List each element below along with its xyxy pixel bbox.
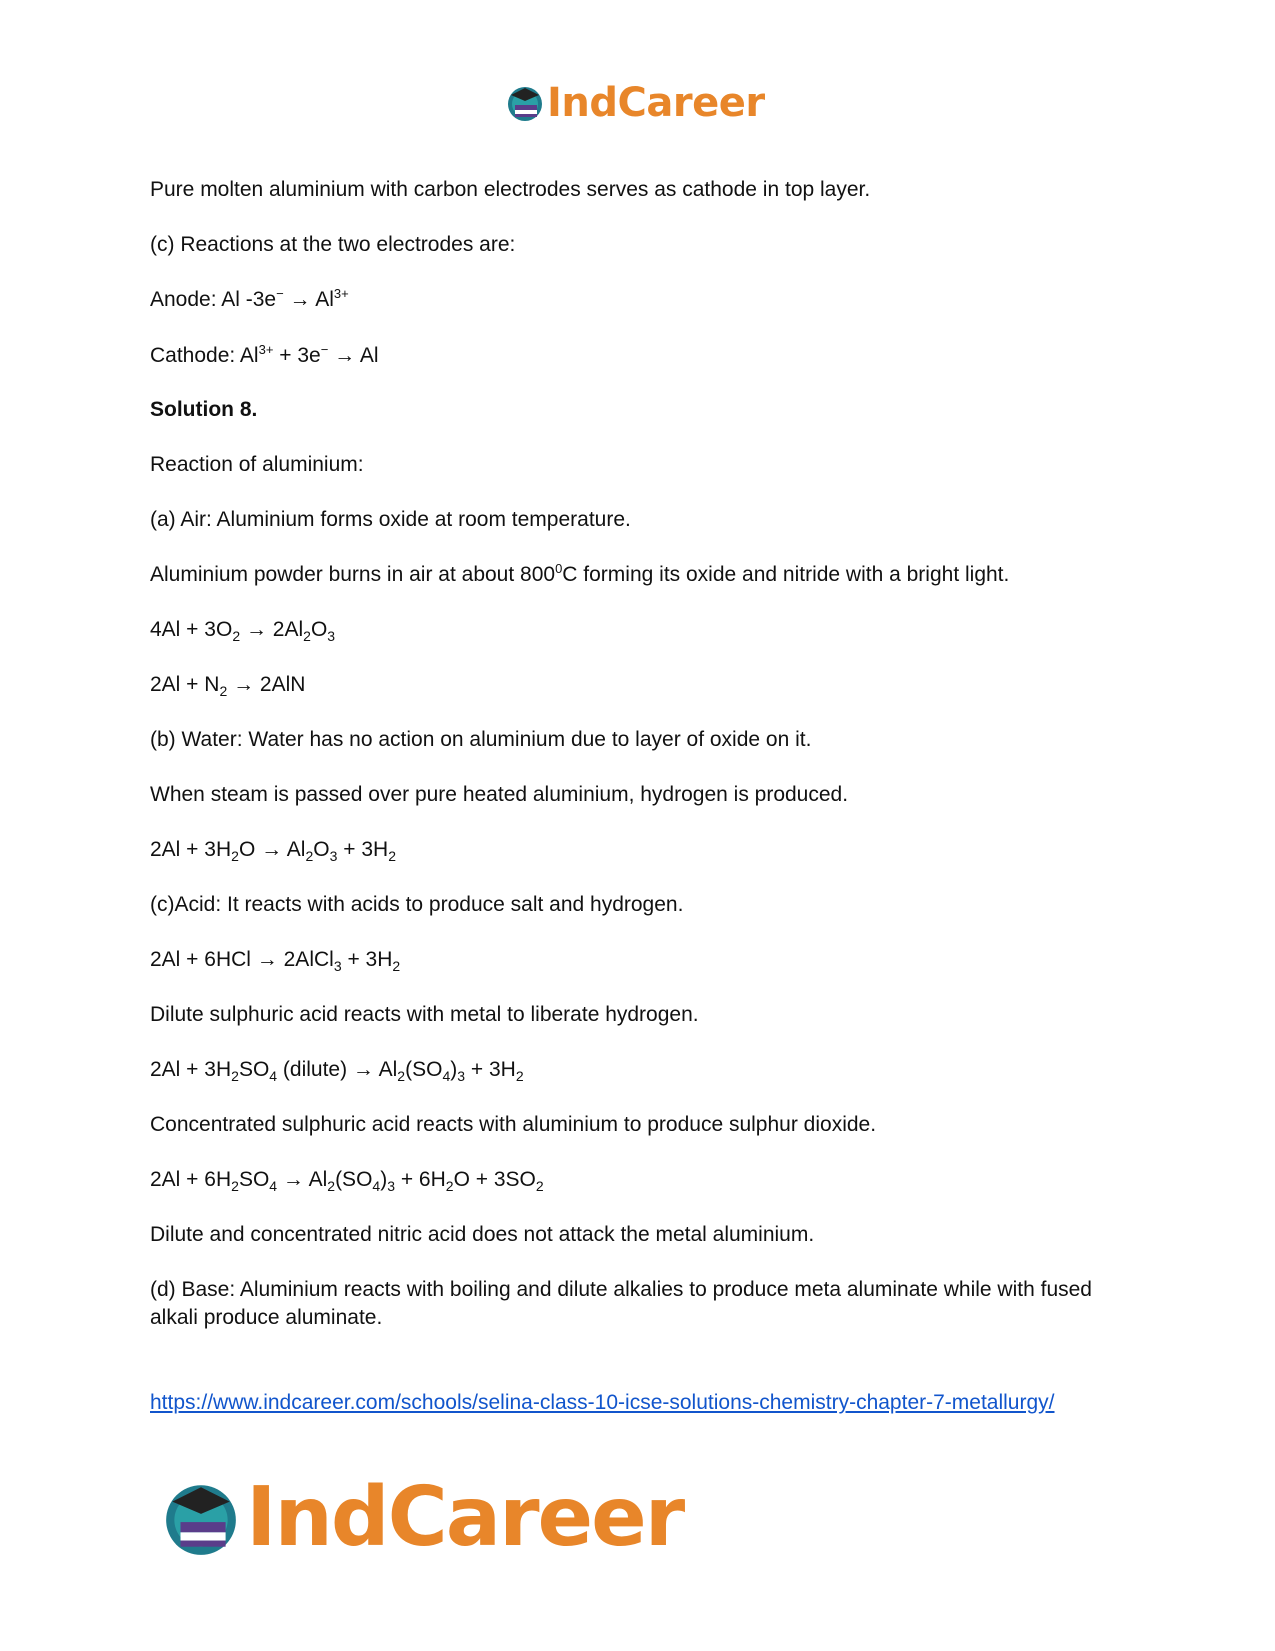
- text-line: [150, 451, 1125, 479]
- text-segment: Dilute sulphuric acid reacts with metal to liberate hydrogen.: [150, 1003, 699, 1026]
- text-segment: 2Al + N: [150, 673, 220, 696]
- footer-logo: [160, 1470, 683, 1565]
- text-segment: Dilute and concentrated nitric acid does not attack the metal aluminium.: [150, 1223, 815, 1246]
- text-segment: ): [380, 1168, 388, 1191]
- text-segment: (d) Base: Aluminium reacts with boiling and dilute alkalies to produce meta aluminate while with fused alkali produce aluminate.: [150, 1278, 1092, 1329]
- text-segment: + 3H: [341, 948, 393, 971]
- text-line: [150, 1221, 1125, 1249]
- subscript: 4: [372, 1178, 381, 1194]
- text-segment: Solution 8.: [150, 398, 258, 421]
- text-segment: + 6H: [395, 1168, 446, 1191]
- subscript: 3: [387, 1178, 395, 1194]
- text-line: [150, 836, 1125, 864]
- brand-wordmark: IndCareer: [547, 80, 765, 126]
- subscript: 2: [515, 1068, 524, 1084]
- subscript: 2: [303, 628, 311, 644]
- text-line: [150, 946, 1125, 974]
- text-segment: Anode: Al -3e: [150, 288, 277, 311]
- text-segment: → 2AlN: [227, 673, 306, 696]
- text-segment: 2Al + 3H: [150, 1058, 232, 1081]
- section-heading: [150, 396, 1125, 424]
- text-line: [150, 1056, 1125, 1084]
- text-line: [150, 176, 1125, 204]
- subscript: 2: [445, 1178, 454, 1194]
- text-segment: → Al: [283, 288, 334, 311]
- text-segment: SO: [238, 1168, 270, 1191]
- text-segment: SO: [238, 1058, 270, 1081]
- subscript: 2: [327, 1178, 336, 1194]
- subscript: 3: [333, 958, 342, 974]
- text-line: [150, 506, 1125, 534]
- text-line: [150, 561, 1125, 589]
- subscript: 2: [388, 848, 396, 864]
- subscript: 2: [219, 683, 228, 699]
- superscript: 0: [555, 561, 563, 576]
- text-segment: Pure molten aluminium with carbon electrodes serves as cathode in top layer.: [150, 178, 871, 201]
- text-segment: Cathode: Al: [150, 344, 259, 367]
- text-segment: 2Al + 3H: [150, 838, 232, 861]
- text-segment: (b) Water: Water has no action on aluminium due to layer of oxide on it.: [150, 728, 812, 751]
- text-segment: + 3e: [273, 344, 321, 367]
- text-segment: 4Al + 3O: [150, 618, 233, 641]
- text-segment: (c) Reactions at the two electrodes are:: [150, 233, 516, 256]
- text-line: [150, 231, 1125, 259]
- subscript: 2: [397, 1068, 406, 1084]
- source-link[interactable]: https://www.indcareer.com/schools/selina-class-10-icse-solutions-chemistry-chapter-7-metallurgy/: [150, 1391, 1055, 1414]
- text-segment: 2Al + 6H: [150, 1168, 232, 1191]
- text-line: [150, 616, 1125, 644]
- text-line: [150, 781, 1125, 809]
- subscript: 3: [457, 1068, 466, 1084]
- graduation-globe-icon: [160, 1477, 242, 1559]
- subscript: 2: [305, 848, 314, 864]
- text-line: [150, 286, 1125, 314]
- text-line: [150, 1001, 1125, 1029]
- text-segment: Reaction of aluminium:: [150, 453, 364, 476]
- graduation-globe-icon: [505, 83, 545, 123]
- text-segment: (SO: [335, 1168, 373, 1191]
- subscript: 2: [231, 1068, 239, 1084]
- text-segment: ): [450, 1058, 458, 1081]
- text-segment: Concentrated sulphuric acid reacts with aluminium to produce sulphur dioxide.: [150, 1113, 877, 1136]
- subscript: 2: [231, 1178, 239, 1194]
- text-segment: C forming its oxide and nitride with a bright light.: [562, 563, 1010, 586]
- subscript: 4: [269, 1068, 278, 1084]
- text-line: [150, 671, 1125, 699]
- text-segment: → Al: [328, 344, 379, 367]
- subscript: 2: [231, 848, 239, 864]
- brand-wordmark: IndCareer: [246, 1470, 684, 1565]
- superscript: −: [276, 286, 284, 301]
- text-line: [150, 342, 1125, 370]
- subscript: 4: [442, 1068, 451, 1084]
- subscript: 3: [329, 848, 338, 864]
- text-segment: O: [313, 838, 330, 861]
- text-segment: O → Al: [238, 838, 306, 861]
- text-segment: (SO: [405, 1058, 443, 1081]
- text-line: [150, 1111, 1125, 1139]
- text-line: [150, 1166, 1125, 1194]
- text-line: [150, 891, 1125, 919]
- superscript: −: [320, 342, 329, 357]
- text-line: [150, 726, 1125, 754]
- text-segment: → 2Al: [240, 618, 304, 641]
- text-segment: + 3H: [465, 1058, 516, 1081]
- text-segment: 2Al + 6HCl → 2AlCl: [150, 948, 334, 971]
- text-segment: When steam is passed over pure heated aluminium, hydrogen is produced.: [150, 783, 849, 806]
- text-segment: O + 3SO: [453, 1168, 536, 1191]
- text-segment: (c)Acid: It reacts with acids to produce salt and hydrogen.: [150, 893, 684, 916]
- text-segment: Aluminium powder burns in air at about 800: [150, 563, 556, 586]
- subscript: 4: [269, 1178, 278, 1194]
- subscript: 2: [535, 1178, 544, 1194]
- subscript: 3: [327, 628, 336, 644]
- text-segment: → Al: [277, 1168, 328, 1191]
- text-line: [150, 1276, 1125, 1332]
- text-segment: + 3H: [337, 838, 389, 861]
- header-logo: [505, 80, 765, 126]
- superscript: 3+: [258, 342, 274, 357]
- subscript: 2: [232, 628, 241, 644]
- superscript: 3+: [333, 286, 349, 301]
- text-segment: O: [310, 618, 328, 641]
- text-segment: (a) Air: Aluminium forms oxide at room temperature.: [150, 508, 631, 531]
- subscript: 2: [392, 958, 401, 974]
- text-segment: (dilute) → Al: [277, 1058, 398, 1081]
